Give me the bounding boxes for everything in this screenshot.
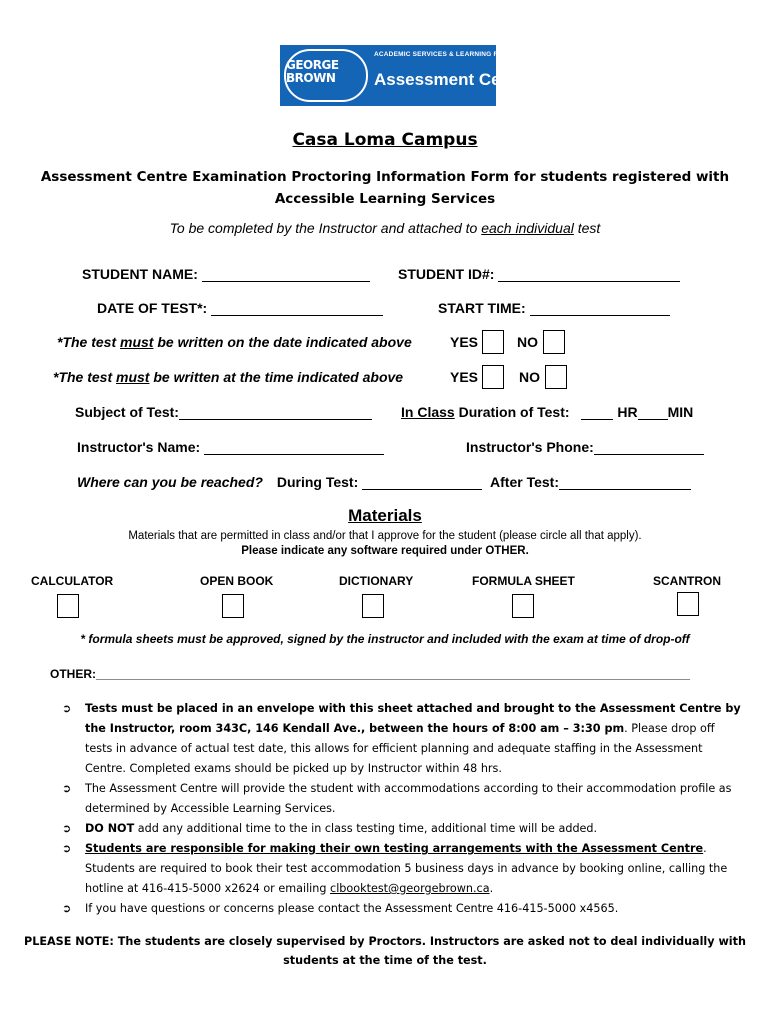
materials-title: Materials — [348, 506, 422, 525]
must-date-note: *The test must be written on the date indicated above — [57, 334, 412, 350]
time-yes-checkbox[interactable] — [482, 365, 504, 389]
time-no-checkbox[interactable] — [545, 365, 567, 389]
date-of-test-field: DATE OF TEST*: — [97, 300, 383, 316]
instructor-name-input[interactable] — [204, 454, 384, 455]
start-time-input[interactable] — [530, 315, 670, 316]
instruction-text: To be completed by the Instructor and attached to each individual test — [169, 220, 601, 236]
materials-software-note: Please indicate any software required under OTHER. — [241, 545, 529, 557]
duration-field: In Class Duration of Test: HR MIN — [401, 404, 694, 420]
bullet-booking: ➲ Students are responsible for making their own testing arrangements with the Assessment Centre. Students are required to book their test accommodation 5 business days in advance by booking online, calling the hotline at 416-415-5000 x2624 or emailing clbooktest@georgebrown.ca. — [62, 839, 742, 899]
please-note: PLEASE NOTE: The students are closely supervised by Proctors. Instructors are asked not to deal individually with students at the time of the test. — [24, 935, 746, 967]
form-subtitle-line1: Assessment Centre Examination Proctoring Information Form for students registered with — [40, 169, 730, 185]
material-dictionary-checkbox[interactable] — [362, 594, 384, 618]
subject-input[interactable] — [179, 419, 372, 420]
form-subtitle-line2: Accessible Learning Services — [274, 191, 496, 207]
subject-field: Subject of Test: — [75, 404, 372, 420]
start-time-field: START TIME: — [438, 300, 670, 316]
form-subtitle — [0, 166, 770, 210]
must-time-note: *The test must be written at the time indicated above — [53, 369, 404, 385]
duration-hr-input[interactable] — [581, 419, 613, 420]
date-no-checkbox[interactable] — [543, 330, 565, 354]
during-test-input[interactable] — [362, 489, 482, 490]
booking-email-link[interactable]: clbooktest@georgebrown.ca — [330, 882, 490, 895]
time-no-label: NO — [519, 369, 540, 385]
material-formula-sheet-checkbox[interactable] — [512, 594, 534, 618]
campus-title: Casa Loma Campus — [292, 130, 478, 150]
logo-name: Assessment Centre — [374, 70, 533, 89]
student-name-input[interactable] — [202, 281, 370, 282]
material-open-book-checkbox[interactable] — [222, 594, 244, 618]
date-yes-label: YES — [450, 334, 479, 350]
logo-dept: ACADEMIC SERVICES & LEARNING RESOURCES — [374, 51, 537, 58]
material-open-book-label: OPEN BOOK — [200, 574, 274, 588]
material-calculator-checkbox[interactable] — [57, 594, 79, 618]
bullet-contact: ➲ If you have questions or concerns please contact the Assessment Centre 416-415-5000 x4565. — [62, 899, 742, 919]
student-id-field: STUDENT ID#: — [398, 266, 680, 282]
material-dictionary-label: DICTIONARY — [339, 574, 414, 588]
material-scantron-label: SCANTRON — [653, 574, 721, 588]
date-no-label: NO — [517, 334, 538, 350]
student-id-input[interactable] — [498, 281, 680, 282]
materials-description: Materials that are permitted in class and/or that I approve for the student (please circle all that apply). — [128, 530, 642, 542]
arrow-bullet-icon: ➲ — [62, 902, 72, 915]
arrow-bullet-icon: ➲ — [62, 782, 72, 795]
bullet-no-additional-time: ➲ DO NOT add any additional time to the in class testing time, additional time will be added. — [62, 819, 742, 839]
assessment-centre-logo — [280, 45, 537, 106]
after-test-input[interactable] — [559, 489, 691, 490]
student-name-field: STUDENT NAME: — [82, 266, 370, 282]
date-of-test-input[interactable] — [211, 315, 383, 316]
material-formula-sheet-label: FORMULA SHEET — [472, 574, 575, 588]
time-yes-label: YES — [450, 369, 479, 385]
arrow-bullet-icon: ➲ — [62, 822, 72, 835]
reach-field: Where can you be reached? During Test: After Test: — [77, 474, 691, 490]
formula-sheet-footnote: * formula sheets must be approved, signed by the instructor and included with the exam at time of drop-off — [80, 632, 690, 646]
arrow-bullet-icon: ➲ — [62, 842, 72, 855]
logo-brand-sub — [0, 85, 358, 92]
instructor-phone-input[interactable] — [594, 454, 704, 455]
instructor-name-field: Instructor's Name: — [77, 439, 384, 455]
material-scantron-checkbox[interactable] — [677, 592, 699, 616]
material-calculator-label: CALCULATOR — [31, 574, 114, 588]
bullet-accommodations: ➲ The Assessment Centre will provide the student with accommodations according to their accommodation profile as determined by Accessible Learning Services. — [62, 779, 742, 819]
duration-min-input[interactable] — [638, 419, 668, 420]
instructor-phone-field: Instructor's Phone: — [466, 439, 704, 455]
date-yes-checkbox[interactable] — [482, 330, 504, 354]
logo-brand: GEORGE BROWN — [286, 58, 339, 85]
bullet-dropoff: ➲ Tests must be placed in an envelope with this sheet attached and brought to the Assessment Centre by the Instructor, room 343C, 146 Kendall Ave., between the hours of 8:00 am – 3:30 pm. Please drop off tests in advance of actual test date, this allows for efficient planning and adequate staffing in the Assessment Centre. Completed exams should be picked up by Instructor within 48 hrs. — [62, 699, 742, 779]
arrow-bullet-icon: ➲ — [62, 702, 72, 715]
other-field[interactable]: OTHER:_________________________________________________________________________________________ — [50, 667, 690, 681]
george-brown-logo-mark — [284, 49, 368, 102]
